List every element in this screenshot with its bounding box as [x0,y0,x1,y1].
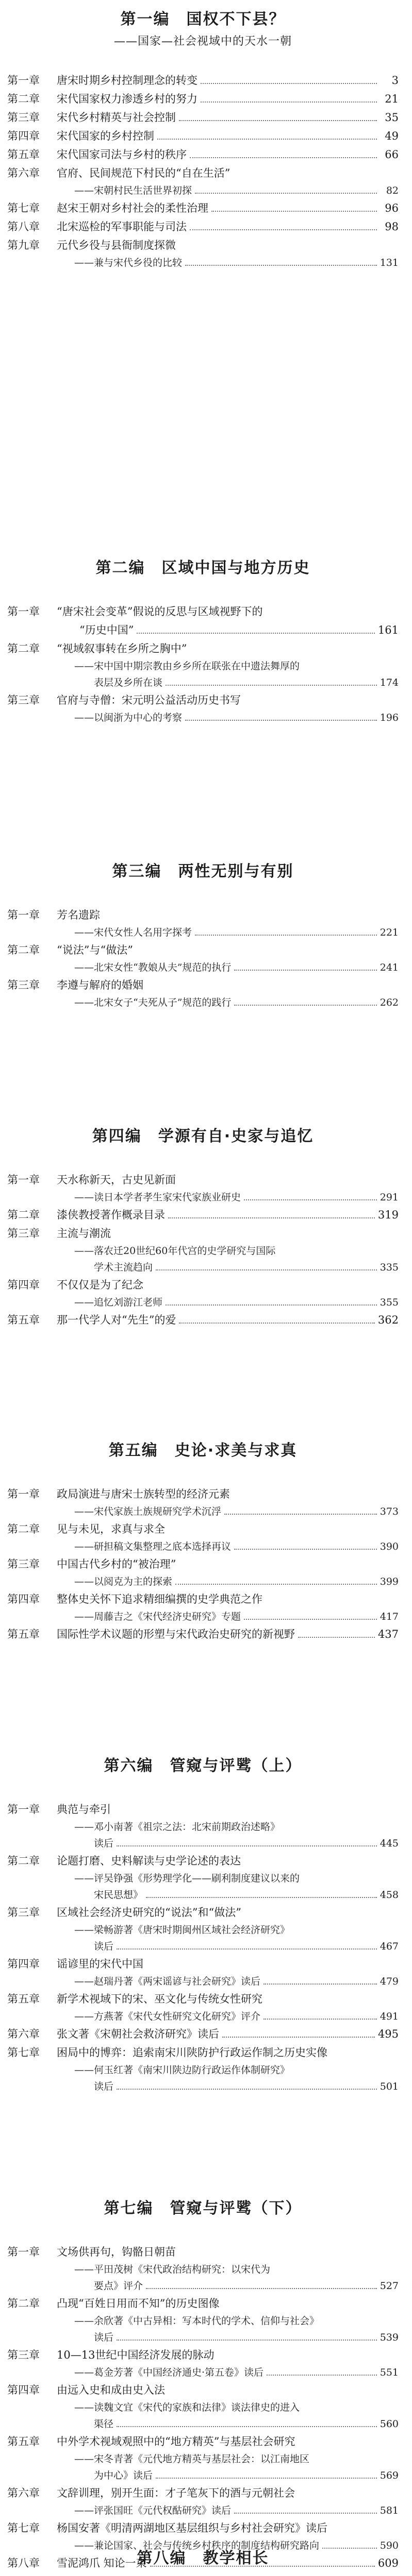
page-number: 196 [380,712,399,723]
toc-entry[interactable] [7,2432,399,2451]
toc-entry[interactable] [7,1555,399,1573]
toc-subtitle-row[interactable] [7,2364,399,2381]
entry-title: 政局演进与唐宋士族转型的经济元素 [57,1488,230,1500]
entry-title: ——读日本学者孝生家宋代家族业研史 [74,1192,241,1203]
entry-title: ——读魏文宜《宋代的家族和法律》谈法律史的进入 [74,2402,300,2413]
toc-entry[interactable] [7,906,399,924]
chapter-number: 第三章 [7,694,40,706]
leader-dots [146,2288,377,2289]
part-title: 第一编 国权不下县？ [120,10,286,28]
part-title: 第四编 学源有自·史家与追忆 [92,1127,314,1145]
chapter-number: 第二章 [7,93,40,105]
page-number: 262 [380,997,399,1008]
entry-title: 官府与寺僧：宋元明公益活动历史书写 [57,694,241,706]
entry-title: 天水称新天，古史见新面 [57,1174,176,1186]
leader-dots [222,2037,375,2038]
toc-entry[interactable] [7,2346,399,2364]
page-number: 82 [386,185,399,196]
toc-entry[interactable] [7,1590,399,1608]
entry-title: ——宋冬青著《元代地方精英与基层社会：以江南地区 [74,2453,310,2465]
leader-dots [244,1619,377,1620]
entry-title: ——北宋女性“教娘从夫”规范的执行 [74,962,232,973]
chapter-number: 第七章 [7,2522,40,2534]
part-title: 第六编 管窥与评骘（上） [104,1757,302,1775]
page-number: 399 [380,1576,399,1587]
page-number: 161 [377,624,399,636]
entry-title: 中外学术视域观照中的“地方精英”与基层社会研究 [57,2435,295,2448]
chapter-number: 第二章 [7,2297,40,2310]
toc-entry[interactable] [7,217,399,236]
entry-title: “说法”与“做法” [57,944,133,956]
chapter-number: 第六章 [7,167,40,179]
page-number: 491 [380,2011,399,2022]
toc-entry[interactable] [7,1852,399,1870]
entry-title: 论题打磨、史料解读与史学论述的表达 [57,1855,241,1867]
entry-title: ——落农迁20世纪60年代宫的史学研究与国际 [74,1245,276,1257]
leader-dots [298,1637,375,1638]
entry-title: 宋民思想》 [94,1889,143,1901]
toc-entry[interactable] [7,602,399,621]
leader-dots [195,935,377,936]
leader-dots [117,2340,377,2341]
part-title: 第七编 管窥与评骘（下） [104,2199,302,2217]
entry-title: “唐宋社会变革”假说的反思与区域视野下的 [57,605,263,618]
chapter-number: 第四章 [7,1958,40,1970]
entry-title: ——兼论国家、社会与传统乡村秩序的制度结构研究路向 [74,2540,320,2551]
page-number: 569 [380,2470,399,2481]
toc-subtitle-row[interactable] [7,994,399,1011]
toc-subtitle-row[interactable] [7,1573,399,1590]
entry-title: 唐宋时期乡村控制理念的转变 [57,74,197,87]
entry-title: 谣谚里的宋代中国 [57,1958,143,1970]
chapter-number: 第四章 [7,130,40,142]
chapter-number: 第七章 [7,202,40,214]
page-number: 437 [377,1628,399,1640]
leader-dots [224,1514,377,1515]
entry-title: 漆侠教授著作概录目录 [57,1209,165,1221]
entry-title: 10—13世纪中国经济发展的脉动 [57,2349,215,2361]
entry-title: 为中心》读后 [94,2470,153,2481]
chapter-number: 第三章 [7,2349,40,2361]
toc-entry[interactable] [7,691,399,709]
toc-part [7,1440,399,1643]
toc-continuation-row[interactable] [7,2078,399,2095]
entry-title: 宋代国家权力渗透乡村的努力 [57,93,197,105]
part-title: 第五编 史论·求美与求真 [108,1442,298,1460]
part-title: 第八编 教学相长 [137,2549,269,2567]
entry-title: ——方燕著《宋代女性研究文化研究》评介 [74,2011,261,2022]
entry-title: 新学术视域下的宋、巫文化与传统女性研究 [57,1993,262,2005]
entry-title: ——宋代家族土族规研究学术沉浮 [74,1506,222,1517]
leader-dots [166,685,377,686]
toc-subtitle-row[interactable] [7,1294,399,1311]
leader-dots [117,2089,377,2090]
toc-entry[interactable] [7,1224,399,1243]
entry-title: ——以阅克为主的探索 [74,1576,173,1587]
page-number: 527 [380,2280,399,2292]
entry-title: ——以闽浙为中心的考察 [74,712,183,723]
toc-entry[interactable] [7,1625,399,1643]
page-number: 417 [380,1611,399,1622]
entry-title: 读后 [94,2332,114,2343]
toc-entry[interactable] [7,1990,399,2008]
chapter-number: 第一章 [7,1174,40,1186]
toc-continuation-row[interactable] [7,2416,399,2432]
toc-continuation-row[interactable] [7,2329,399,2346]
toc-subtitle-row[interactable] [7,1922,399,1938]
entry-title: ——葛金芳著《中国经济通史·第五卷》读后 [74,2367,264,2378]
toc-part [7,9,399,271]
chapter-number: 第一章 [7,1803,40,1816]
entry-title: 渠径 [94,2418,114,2430]
toc-continuation-row[interactable] [7,1259,399,1276]
leader-dots [190,229,377,230]
chapter-number: 第六章 [7,2487,40,2499]
chapter-number: 第三章 [7,1906,40,1919]
toc-subtitle-row[interactable] [7,2062,399,2078]
toc-subtitle-row[interactable] [7,2502,399,2519]
page-number: 495 [377,2028,399,2040]
leader-dots [195,193,377,194]
leader-dots [179,1323,374,1324]
entry-title: 赵宋王朝对乡村社会的柔性治理 [57,202,208,214]
toc-entry[interactable] [7,1276,399,1294]
entry-title: ——宋中国中期宗教由乡乡所在联张在中遗法舞厚的 [74,660,300,672]
leader-dots [117,1845,377,1846]
chapter-number: 第八章 [7,2557,40,2569]
page-number: 501 [380,2081,399,2092]
leader-dots [185,265,377,266]
page-number: 66 [385,148,399,161]
toc-part [7,558,399,726]
page-number: 3 [391,74,399,87]
leader-dots [263,1984,377,1985]
page-number: 445 [380,1838,399,1849]
chapter-number: 第二章 [7,1523,40,1535]
page-number: 581 [380,2505,399,2516]
entry-title: 主流与潮流 [57,1227,111,1240]
page-number: 98 [385,221,399,233]
page-number: 241 [380,962,399,973]
leader-dots [267,2375,377,2376]
entry-title: ——追忆刘游江老师 [74,1297,163,1308]
entry-title: ——余欣著《中古异相：写本时代的学术、信仰与社会》 [74,2315,320,2327]
toc-entry[interactable] [7,90,399,108]
toc-subtitle-row[interactable] [7,1243,399,1259]
page-number: 131 [380,257,399,268]
toc-subtitle-row[interactable] [7,709,399,726]
page-number: 355 [380,1297,399,1308]
entry-title: 中国古代乡村的“被治理” [57,1558,176,1570]
leader-dots [244,1199,377,1200]
entry-title: 宋代国家的乡村控制 [57,130,154,142]
toc-entry[interactable] [7,2519,399,2537]
page-number: 467 [380,1941,399,1952]
page-number: 458 [380,1889,399,1901]
toc-continuation-row[interactable] [7,2467,399,2484]
leader-dots [117,1948,377,1950]
toc-continuation-row[interactable] [7,1938,399,1955]
chapter-number: 第四章 [7,2384,40,2396]
toc-subtitle-row[interactable] [7,1503,399,1520]
leader-dots [185,720,377,721]
entry-title: ——宋朝村民生活世界初探 [74,185,192,196]
toc-entry[interactable] [7,2043,399,2062]
leader-dots [146,1897,377,1898]
entry-title: 不仅仅是为了纪念 [57,1279,143,1291]
toc-subtitle-row[interactable] [7,2008,399,2025]
chapter-number: 第一章 [7,1488,40,1500]
entry-title: “视域叙事转在乡所之胸中” [57,642,187,655]
toc-part [7,1126,399,1329]
entry-title: 文辞训理，别开生面：才子笔灰下的酒与元朝社会 [57,2487,295,2499]
entry-title: ——研担稿文集整理之底本选择再议 [74,1541,232,1552]
chapter-number: 第三章 [7,1227,40,1240]
leader-dots [234,1005,376,1006]
toc-entry[interactable] [7,199,399,217]
toc-subtitle-row[interactable] [7,658,399,674]
entry-title: 表层及乡所在谈 [94,677,163,688]
entry-title: 困局中的博弈：追索南宋川陕防护行政运作制之历史实像 [57,2046,327,2059]
part-subtitle: ——国家—社会视域中的天水一朝 [113,35,292,48]
toc-subtitle-row[interactable] [7,1608,399,1625]
leader-dots [175,1584,377,1585]
entry-title: 杨国安著《明清两湖地区基层组织与乡村社会研究》读后 [57,2522,327,2534]
toc-subtitle-row[interactable] [7,2261,399,2278]
toc-entry[interactable] [7,1206,399,1224]
leader-dots [211,211,377,212]
chapter-number: 第五章 [7,1993,40,2005]
chapter-number: 第五章 [7,1314,40,1326]
page-number: 96 [385,202,399,214]
chapter-number: 第三章 [7,1558,40,1570]
entry-title: 读后 [94,1941,114,1952]
entry-title: 凸现“百姓日用而不知”的历史图像 [57,2297,220,2310]
entry-title: ——北宋女子“夫死从子”规范的践行 [74,997,232,1008]
chapter-number: 第二章 [7,944,40,956]
chapter-number: 第一章 [7,909,40,921]
leader-dots [201,83,377,84]
leader-dots [234,1549,377,1550]
entry-title: ——宋代女性人名用字探考 [74,927,192,938]
toc-continuation-row[interactable] [7,1835,399,1852]
entry-title: 宋代乡村精英与社会控制 [57,111,176,124]
entry-title: ——邓小南著《祖宗之法：北宋前期政治述略》 [74,1821,281,1833]
toc-subtitle-row[interactable] [7,1538,399,1555]
leader-dots [166,1304,377,1306]
chapter-number: 第二章 [7,642,40,655]
toc-subtitle-row[interactable] [7,2451,399,2467]
leader-dots [137,633,374,634]
toc-subtitle-row[interactable] [7,924,399,941]
toc-subtitle-row[interactable] [7,1819,399,1835]
leader-dots [156,1269,377,1270]
chapter-number: 第一章 [7,605,40,618]
toc-entry[interactable] [7,236,399,255]
page-number: 221 [380,927,399,938]
toc-entry[interactable] [7,1311,399,1329]
toc-entry[interactable] [7,1485,399,1503]
chapter-number: 第五章 [7,148,40,161]
toc-subtitle-row[interactable] [7,959,399,976]
toc-entry[interactable] [7,1520,399,1538]
page-number: 35 [385,111,399,124]
entry-title: 雪泥鸿爪 知论一束 [57,2557,147,2569]
chapter-number: 第七章 [7,2046,40,2059]
entry-title: ——何玉红著《南宋川陕边防行政运作体制研究》 [74,2064,290,2076]
toc-subtitle-row[interactable] [7,182,399,199]
page-number: 609 [377,2557,399,2569]
chapter-number: 第三章 [7,979,40,991]
toc-entry[interactable] [7,976,399,994]
page-number: 590 [380,2540,399,2551]
chapter-number: 第八章 [7,221,40,233]
page-number: 539 [380,2332,399,2343]
toc-subtitle-row[interactable] [7,2399,399,2416]
leader-dots [263,2019,377,2020]
entry-title: 由远入史和成由史入法 [57,2384,165,2396]
chapter-number: 第二章 [7,1855,40,1867]
leader-dots [234,2513,377,2514]
toc-entry[interactable] [7,1955,399,1973]
toc-subtitle-row[interactable] [7,2313,399,2329]
page-number: 479 [380,1976,399,1987]
entry-title: 整体史关怀下追求精细编撰的史学典范之作 [57,1593,262,1605]
toc-subtitle-row[interactable] [7,255,399,271]
page-number: 21 [385,93,399,105]
toc-entry[interactable] [7,164,399,182]
leader-dots [190,157,377,158]
chapter-number: 第一章 [7,74,40,87]
toc-entry[interactable] [7,941,399,959]
page-number: 319 [377,1209,399,1221]
entry-title: 官府、民间规范下村民的“自在生活” [57,167,230,179]
toc-continuation-row[interactable] [7,2278,399,2294]
chapter-number: 第一章 [7,2246,40,2258]
chapter-number: 第五章 [7,1628,40,1640]
entry-title: ——梁畅游著《唐宋时期闽州区域社会经济研究》 [74,1924,290,1936]
entry-title: “历史中国” [79,624,134,636]
toc-entry[interactable] [7,639,399,658]
toc-subtitle-row[interactable] [7,1973,399,1990]
page-number: 362 [377,1314,399,1326]
toc-entry[interactable] [7,2243,399,2261]
chapter-number: 第四章 [7,1593,40,1605]
toc-entry[interactable] [7,71,399,90]
toc-entry[interactable] [7,1903,399,1922]
page-number: 551 [380,2367,399,2378]
part-title: 第三编 两性无别与有别 [112,862,294,880]
toc-entry[interactable] [7,2294,399,2313]
entry-title: ——评张国旺《元代权酤研究》读后 [74,2505,232,2516]
toc-continuation-row[interactable] [7,674,399,691]
toc-entry[interactable] [7,1171,399,1189]
chapter-number: 第二章 [7,1209,40,1221]
chapter-number: 第五章 [7,2435,40,2448]
toc-part [7,861,399,1011]
page-number: 335 [380,1262,399,1273]
entry-title: 见与未见，求真与求全 [57,1523,165,1535]
toc-entry[interactable] [7,2381,399,2399]
entry-title: 学术主流趋向 [94,1262,153,1273]
entry-title: 区域社会经济史研究的“说法”和“做法” [57,1906,241,1919]
leader-dots [168,1217,375,1218]
toc-continuation-row[interactable] [7,1887,399,1903]
toc-subtitle-row[interactable] [7,1870,399,1887]
part-title: 第二编 区域中国与地方历史 [95,559,310,577]
leader-dots [156,2478,377,2479]
entry-title: 芳名遗踪 [57,909,100,921]
entry-title: ——周藤吉之《宋代经济史研究》专题 [74,1611,241,1622]
entry-title: 宋代国家司法与乡村的秩序 [57,148,187,161]
entry-title: 李遵与解府的婚姻 [57,979,143,991]
toc-continuation-row[interactable] [7,621,399,639]
page-number: 174 [380,677,399,688]
entry-title: ——平田茂树《宋代政治结构研究：以宋代为 [74,2264,271,2275]
toc-entry[interactable] [7,145,399,164]
leader-dots [117,2426,377,2427]
toc-part [7,2548,399,2576]
entry-title: ——赵瑞丹著《两宋谣谚与社会研究》读后 [74,1976,261,1987]
page-number: 291 [380,1192,399,1203]
entry-title: 读后 [94,1838,114,1849]
entry-title: 北宋巡检的军事职能与司法 [57,221,187,233]
entry-title: 读后 [94,2081,114,2092]
toc-entry[interactable] [7,2484,399,2502]
page-number: 560 [380,2418,399,2430]
toc-subtitle-row[interactable] [7,1189,399,1206]
leader-dots [157,139,377,140]
entry-title: ——评吴铮强《形势理学化——刷利制度建议以来的 [74,1873,300,1884]
toc-entry[interactable] [7,2025,399,2043]
entry-title: 要点》评介 [94,2280,143,2292]
toc-entry[interactable] [7,1800,399,1819]
page-number: 390 [380,1541,399,1552]
toc-part [7,1756,399,2095]
leader-dots [234,970,376,971]
chapter-number: 第九章 [7,239,40,251]
entry-title: 文场供再句，钩骼日朝苗 [57,2246,176,2258]
entry-title: 那一代学人对“先生”的爱 [57,1314,176,1326]
chapter-number: 第四章 [7,1279,40,1291]
page-number: 49 [385,130,399,142]
entry-title: 国际性学术议题的形塑与宋代政治史研究的新视野 [57,1628,295,1640]
entry-title: 元代乡役与县衙制度探微 [57,239,176,251]
toc-entry[interactable] [7,108,399,127]
leader-dots [179,120,377,121]
page-number: 373 [380,1506,399,1517]
entry-title: 张文著《宋朝社会救济研究》读后 [57,2028,219,2040]
toc-part [7,2198,399,2572]
chapter-number: 第六章 [7,2028,40,2040]
entry-title: ——兼与宋代乡役的比较 [74,257,183,268]
entry-title: 典范与牵引 [57,1803,111,1816]
chapter-number: 第三章 [7,111,40,124]
leader-dots [201,101,377,103]
toc-entry[interactable] [7,127,399,145]
